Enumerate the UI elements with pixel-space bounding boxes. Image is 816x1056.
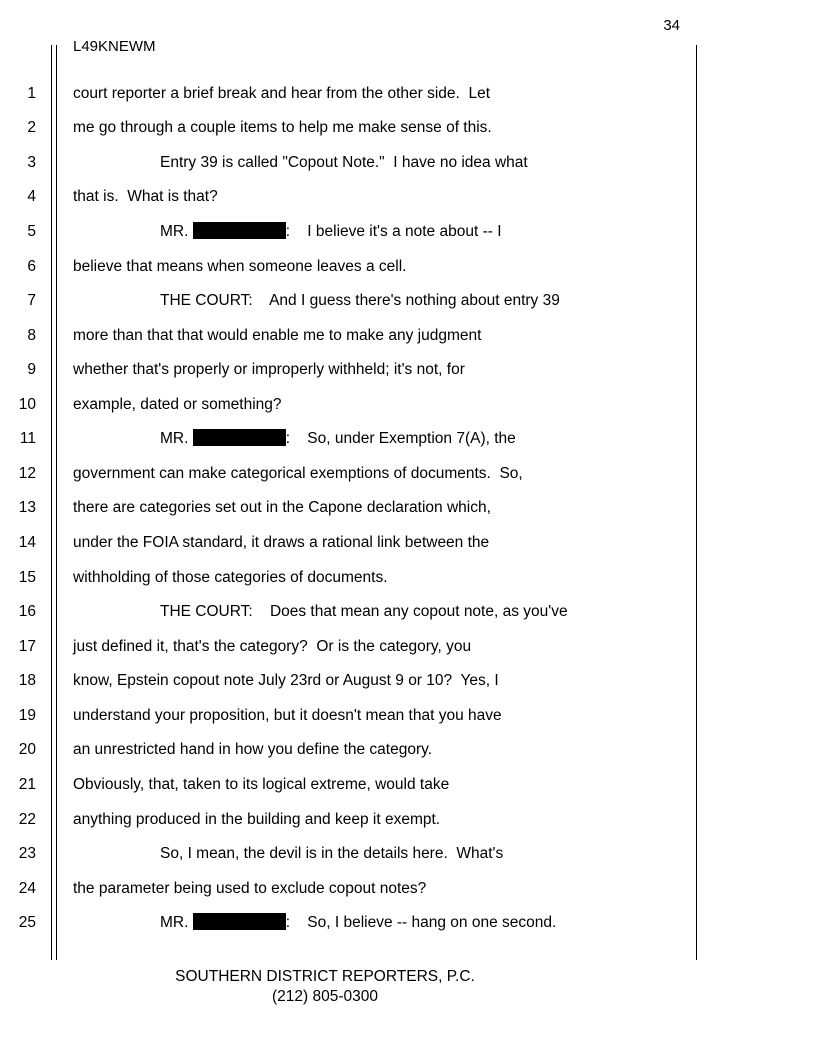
line-text: more than that that would enable me to make any judgment [73, 327, 482, 344]
line-text: me go through a couple items to help me make sense of this. [73, 119, 492, 136]
line-number: 4 [27, 188, 36, 205]
line-text: there are categories set out in the Capone declaration which, [73, 499, 491, 516]
line-number: 15 [18, 569, 36, 586]
page-footer [0, 967, 650, 1007]
transcript-line [0, 151, 696, 175]
line-number: 10 [18, 396, 36, 413]
footer-company: SOUTHERN DISTRICT REPORTERS, P.C. [175, 968, 475, 985]
line-number: 22 [18, 811, 36, 828]
footer-phone: (212) 805-0300 [272, 988, 378, 1005]
line-number: 7 [27, 292, 36, 309]
line-text: under the FOIA standard, it draws a rational link between the [73, 534, 490, 551]
transcript-line [0, 462, 696, 486]
transcript-line [0, 289, 696, 313]
line-text: Entry 39 is called "Copout Note." I have no idea what [160, 154, 528, 171]
line-text: : So, under Exemption 7(A), the [285, 430, 516, 447]
line-number: 24 [18, 880, 36, 897]
speaker-prefix: MR. [160, 430, 189, 447]
line-text: know, Epstein copout note July 23rd or August 9 or 10? Yes, I [73, 672, 499, 689]
transcript-line [0, 669, 696, 693]
line-text: court reporter a brief break and hear from the other side. Let [73, 85, 491, 102]
line-number: 19 [18, 707, 36, 724]
line-number: 11 [19, 430, 36, 447]
line-number: 21 [18, 776, 36, 793]
line-number: 12 [18, 465, 36, 482]
transcript-header-code: L49KNEWM [73, 38, 156, 55]
redaction-box [193, 913, 286, 930]
line-text: just defined it, that's the category? Or is the category, you [73, 638, 472, 655]
transcript-line [0, 600, 696, 624]
line-number: 13 [18, 499, 36, 516]
speaker-line [160, 220, 502, 244]
line-text: example, dated or something? [73, 396, 282, 413]
line-number: 3 [27, 154, 36, 171]
line-number: 5 [27, 223, 36, 240]
line-text: believe that means when someone leaves a cell. [73, 258, 407, 275]
transcript-line [0, 496, 696, 520]
line-number: 2 [27, 119, 36, 136]
line-text: withholding of those categories of documents. [73, 569, 388, 586]
transcript-line [0, 255, 696, 279]
line-text: THE COURT: Does that mean any copout note, as you've [160, 603, 568, 620]
transcript-line [0, 877, 696, 901]
transcript-line [0, 185, 696, 209]
transcript-line [0, 324, 696, 348]
transcript-line [0, 911, 696, 935]
transcript-line [0, 738, 696, 762]
transcript-line [0, 427, 696, 451]
line-number: 17 [18, 638, 36, 655]
transcript-line [0, 773, 696, 797]
transcript-line [0, 82, 696, 106]
line-number: 9 [27, 361, 36, 378]
line-text: government can make categorical exemptions of documents. So, [73, 465, 523, 482]
line-text: understand your proposition, but it doesn't mean that you have [73, 707, 502, 724]
transcript-line [0, 635, 696, 659]
line-number: 14 [18, 534, 36, 551]
transcript-line [0, 531, 696, 555]
redaction-box [193, 429, 286, 446]
right-margin-rule [696, 45, 697, 960]
line-text: THE COURT: And I guess there's nothing about entry 39 [160, 292, 560, 309]
transcript-line [0, 808, 696, 832]
line-text: anything produced in the building and keep it exempt. [73, 811, 441, 828]
line-text: Obviously, that, taken to its logical extreme, would take [73, 776, 450, 793]
transcript-line [0, 566, 696, 590]
transcript-line [0, 393, 696, 417]
speaker-line [160, 427, 516, 451]
line-number: 20 [18, 741, 36, 758]
line-text: whether that's properly or improperly withheld; it's not, for [73, 361, 465, 378]
speaker-line [160, 911, 556, 935]
page-number: 34 [663, 17, 680, 34]
line-text: : So, I believe -- hang on one second. [285, 914, 557, 931]
line-text: : I believe it's a note about -- I [285, 223, 502, 240]
line-text: an unrestricted hand in how you define the category. [73, 741, 433, 758]
transcript-line [0, 358, 696, 382]
line-number: 25 [18, 914, 36, 931]
transcript-line [0, 116, 696, 140]
line-number: 18 [18, 672, 36, 689]
speaker-prefix: MR. [160, 223, 189, 240]
line-number: 8 [27, 327, 36, 344]
transcript-line [0, 842, 696, 866]
transcript-line [0, 220, 696, 244]
line-text: the parameter being used to exclude copout notes? [73, 880, 427, 897]
line-text: So, I mean, the devil is in the details here. What's [160, 845, 504, 862]
speaker-prefix: MR. [160, 914, 189, 931]
line-number: 16 [18, 603, 36, 620]
line-number: 6 [27, 258, 36, 275]
line-number: 1 [27, 85, 36, 102]
line-number: 23 [18, 845, 36, 862]
redaction-box [193, 222, 286, 239]
line-text: that is. What is that? [73, 188, 218, 205]
transcript-line [0, 704, 696, 728]
